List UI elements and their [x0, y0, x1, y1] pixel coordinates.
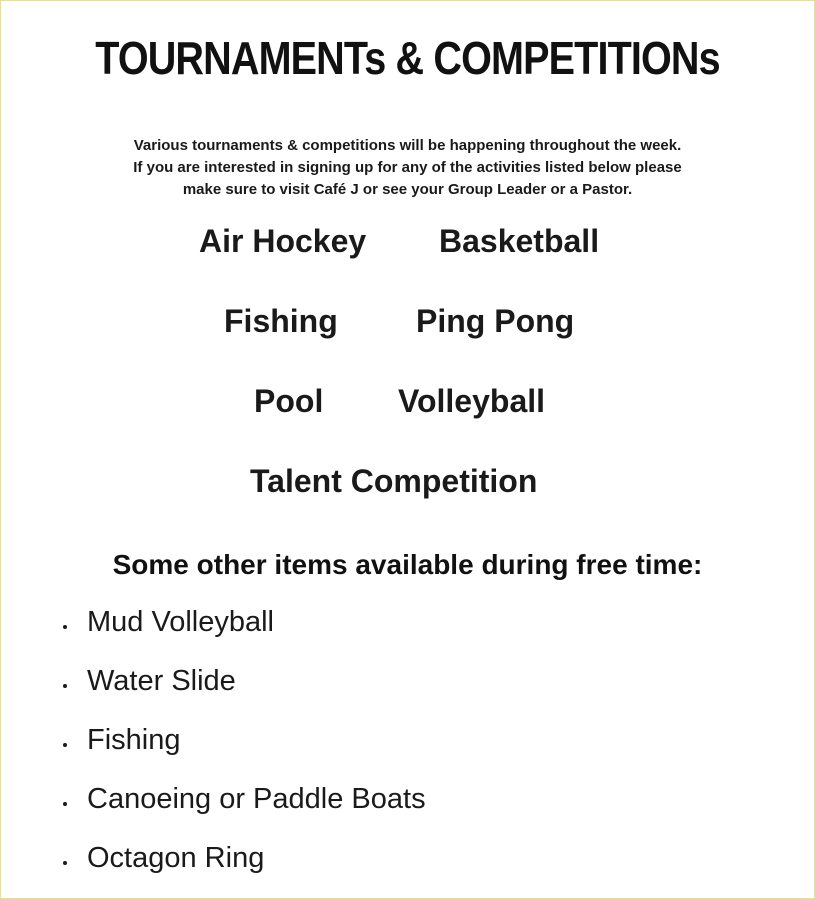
- bullet-icon: [63, 625, 67, 629]
- activity-basketball: Basketball: [439, 223, 600, 259]
- activity-ping-pong: Ping Pong: [416, 303, 575, 339]
- list-item: [61, 842, 264, 875]
- activity-pool: Pool: [254, 383, 324, 419]
- list-item: [61, 724, 181, 757]
- bullet-icon: [63, 802, 67, 806]
- other-items-heading: Some other items available during free time:: [112, 549, 703, 580]
- list-item: [61, 783, 426, 816]
- intro-line-2: If you are interested in signing up for any of the activities listed below please: [133, 159, 682, 176]
- list-item-label: Mud Volleyball: [87, 606, 274, 638]
- activity-fishing: Fishing: [224, 303, 338, 339]
- page-title: TOURNAMENTs & COMPETITIONs: [95, 32, 720, 84]
- bullet-icon: [63, 743, 67, 747]
- bullet-icon: [63, 684, 67, 688]
- list-item-label: Water Slide: [87, 665, 236, 697]
- list-item-label: Canoeing or Paddle Boats: [87, 783, 426, 815]
- activity-volleyball: Volleyball: [398, 383, 546, 419]
- list-item: [61, 606, 274, 639]
- list-item-label: Octagon Ring: [87, 842, 265, 874]
- list-item-label: Fishing: [87, 724, 181, 756]
- intro-line-1: Various tournaments & competitions will be happening throughout the week.: [133, 137, 682, 154]
- list-item: [61, 665, 236, 698]
- intro-line-3: make sure to visit Café J or see your Group Leader or a Pastor.: [182, 181, 633, 198]
- intro-paragraph: [41, 135, 774, 201]
- bullet-icon: [63, 861, 67, 865]
- activity-talent-competition: Talent Competition: [250, 463, 538, 499]
- activity-air-hockey: Air Hockey: [199, 223, 367, 259]
